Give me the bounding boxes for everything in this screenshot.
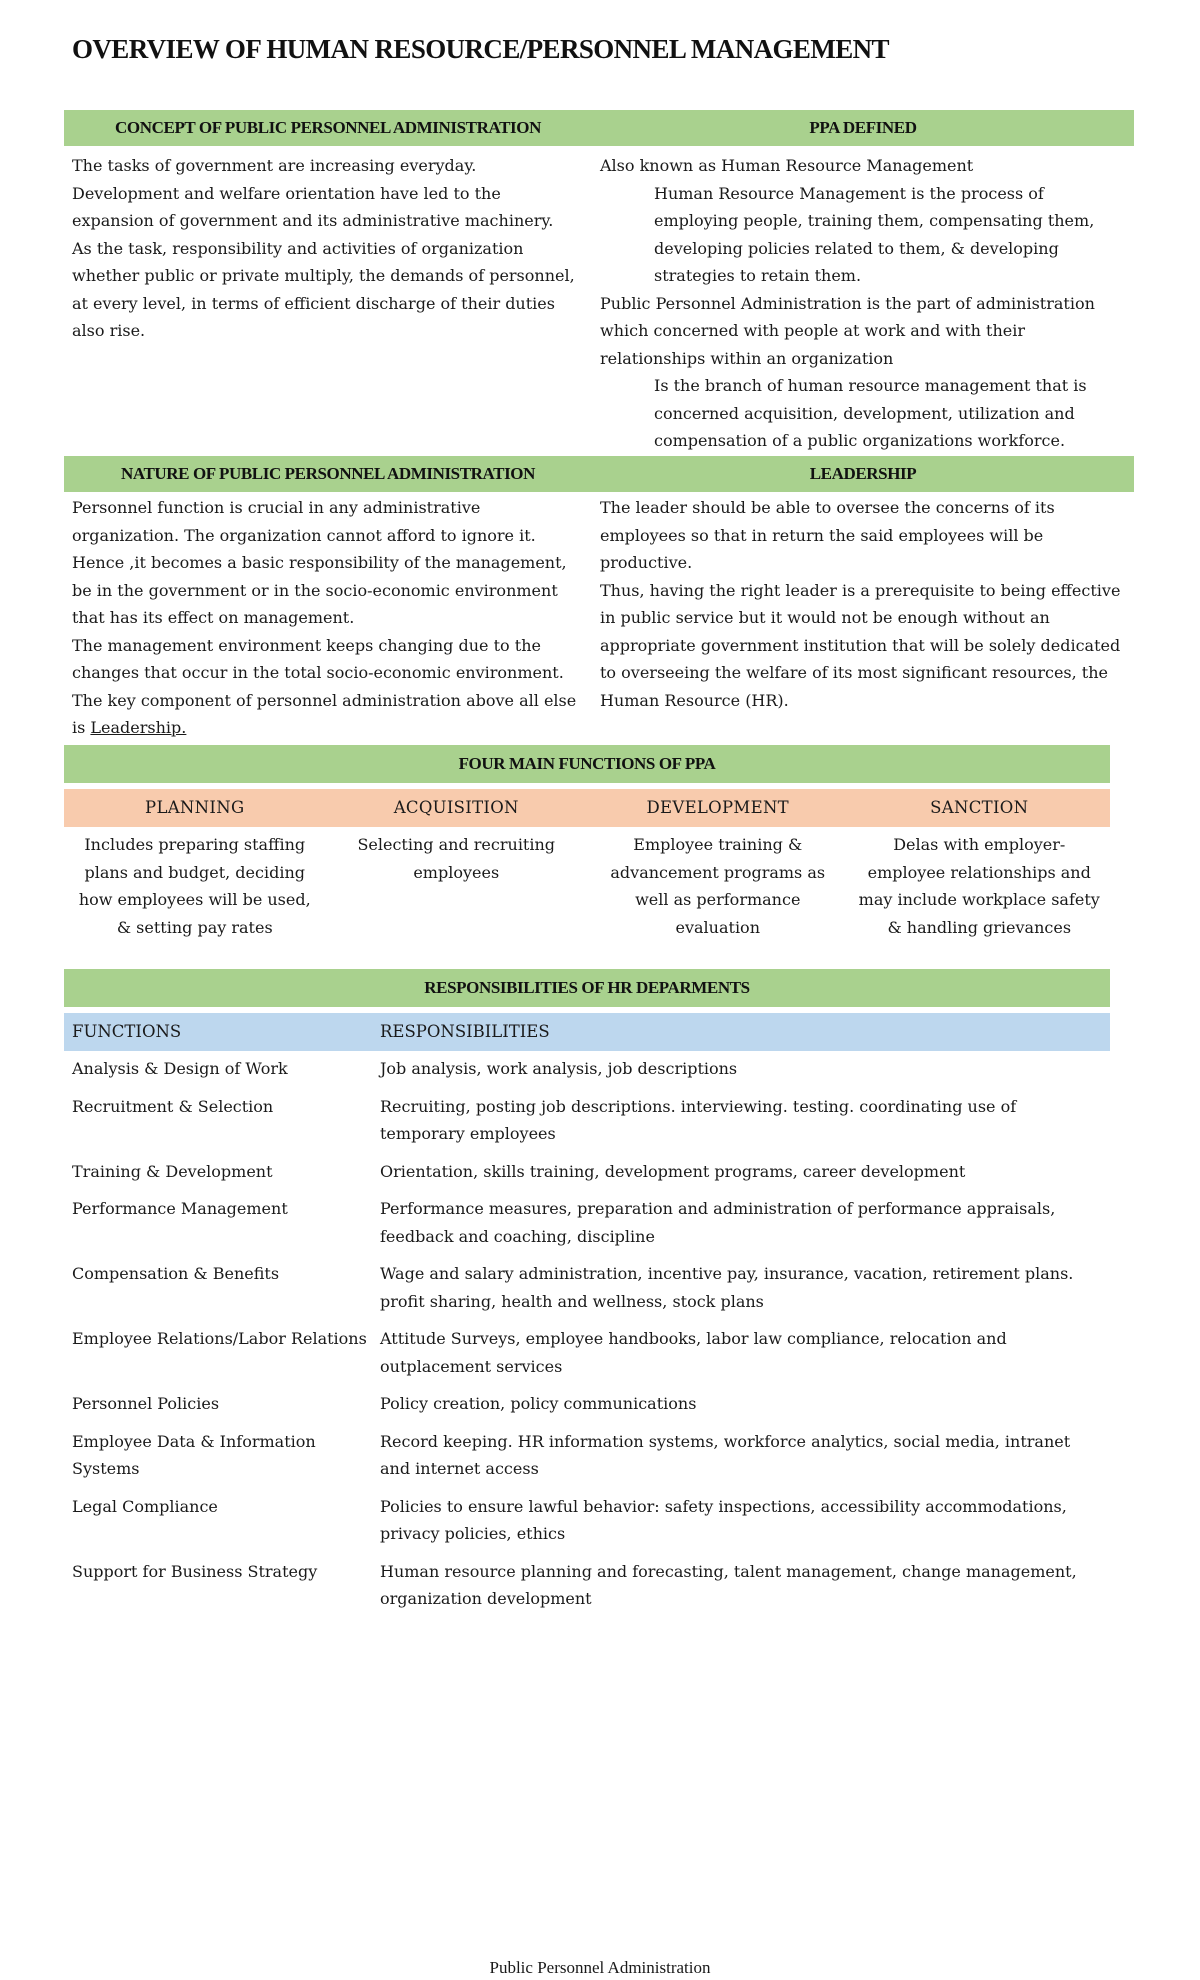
responsibilities-table-body — [64, 1055, 1110, 1613]
function-name-planning: PLANNING — [145, 798, 245, 817]
function-desc-sanction: Delas with employer-employee relationships and may include workplace safety & handling grievances — [858, 835, 1100, 937]
nature-paragraph-3 — [72, 687, 586, 742]
responsibilities-header-row — [64, 1013, 1110, 1051]
table-row — [64, 1195, 1110, 1250]
row-function: Compensation & Benefits — [72, 1264, 280, 1283]
ppa-paragraph-1: Also known as Human Resource Management — [600, 156, 974, 175]
table-row — [64, 1558, 1110, 1613]
function-desc-development: Employee training & advancement programs as well as performance evaluation — [610, 835, 826, 937]
row-function: Performance Management — [72, 1199, 288, 1218]
table-row — [64, 1158, 1110, 1186]
row-responsibility: Performance measures, preparation and administration of performance appraisals, feedback and coaching, discipline — [380, 1199, 1056, 1246]
concept-paragraph-1: The tasks of government are increasing everyday. Development and welfare orientation have led to the expansion of government and its administrative machinery. — [72, 156, 554, 230]
row-responsibility: Human resource planning and forecasting, talent management, change management, organization development — [380, 1561, 1077, 1608]
row-function: Employee Data & Information Systems — [72, 1431, 316, 1478]
row-responsibility: Orientation, skills training, development programs, career development — [380, 1161, 966, 1181]
row-responsibility: Policy creation, policy communications — [380, 1394, 697, 1413]
responsibilities-column-header: RESPONSIBILITIES — [380, 1022, 550, 1041]
concept-ppa-section — [64, 110, 1134, 455]
nature-paragraph-1: Personnel function is crucial in any administrative organization. The organization cannot afford to ignore it. Hence ,it becomes a basic responsibility of the management, be in the government or in the socio-economic environment that has its effect on management. — [72, 498, 567, 627]
function-name-development: DEVELOPMENT — [646, 798, 789, 817]
functions-section — [64, 745, 1110, 941]
leadership-body — [592, 492, 1134, 714]
concept-heading: CONCEPT OF PUBLIC PERSONNEL ADMINISTRATION — [64, 110, 592, 146]
function-name-sanction: SANCTION — [930, 798, 1029, 817]
functions-header-row — [64, 789, 1110, 827]
row-function: Legal Compliance — [72, 1496, 218, 1516]
nature-paragraph-2: The management environment keeps changing due to the changes that occur in the total socio-economic environment. — [72, 635, 564, 682]
row-responsibility: Wage and salary administration, incentive pay, insurance, vacation, retirement plans. profit sharing, health and wellness, stock plans — [380, 1264, 1074, 1311]
nature-body — [64, 492, 592, 742]
ppa-paragraph-3: Public Personnel Administration is the part of administration which concerned with people at work and with their relationships within an organization — [600, 293, 1095, 368]
table-row — [64, 1055, 1110, 1083]
row-function: Training & Development — [72, 1161, 273, 1181]
table-row — [64, 1428, 1110, 1483]
page-footer: Public Personnel Administration — [489, 1958, 711, 1977]
functions-heading: FOUR MAIN FUNCTIONS OF PPA — [64, 745, 1110, 783]
leadership-paragraph-2: Thus, having the right leader is a prerequisite to being effective in public service but it would not be enough without an appropriate government institution that will be solely dedicated to overseeing the welfare of its most significant resources, the Human Resource (HR). — [600, 580, 1121, 710]
table-row — [64, 1093, 1110, 1148]
row-function: Analysis & Design of Work — [72, 1059, 288, 1078]
ppa-defined-heading: PPA DEFINED — [592, 110, 1134, 146]
concept-body — [64, 146, 592, 345]
leadership-heading: LEADERSHIP — [592, 456, 1134, 492]
nature-paragraph-3-text: The key component of personnel administration above all else is — [72, 690, 577, 737]
leadership-link: Leadership. — [90, 718, 187, 737]
functions-column-header: FUNCTIONS — [72, 1022, 182, 1041]
table-row — [64, 1260, 1110, 1315]
row-responsibility: Policies to ensure lawful behavior: safety inspections, accessibility accommodations, privacy policies, ethics — [380, 1496, 1067, 1543]
table-row — [64, 1493, 1110, 1548]
concept-paragraph-2: As the task, responsibility and activities of organization whether public or private multiply, the demands of personnel, at every level, in terms of efficient discharge of their duties also rise. — [72, 238, 575, 340]
nature-leadership-section — [64, 456, 1134, 742]
page-title: OVERVIEW OF HUMAN RESOURCE/PERSONNEL MANAGEMENT — [72, 34, 889, 64]
responsibilities-heading: RESPONSIBILITIES OF HR DEPARMENTS — [64, 969, 1110, 1007]
function-desc-acquisition: Selecting and recruiting employees — [357, 835, 556, 882]
ppa-defined-body — [592, 146, 1134, 455]
row-responsibility: Attitude Surveys, employee handbooks, labor law compliance, relocation and outplacement services — [380, 1329, 1007, 1376]
responsibilities-section — [64, 969, 1110, 1613]
row-function: Employee Relations/Labor Relations — [72, 1329, 367, 1348]
ppa-paragraph-4: Is the branch of human resource management that is concerned acquisition, development, utilization and compensation of a public organizations workforce. — [654, 376, 1087, 450]
row-function: Support for Business Strategy — [72, 1561, 318, 1581]
leadership-paragraph-1: The leader should be able to oversee the concerns of its employees so that in return the said employees will be productive. — [600, 498, 1055, 572]
functions-description-row — [64, 827, 1110, 941]
row-responsibility: Recruiting, posting job descriptions. interviewing. testing. coordinating use of temporary employees — [380, 1096, 1017, 1143]
table-row — [64, 1390, 1110, 1418]
row-responsibility: Record keeping. HR information systems, workforce analytics, social media, intranet and internet access — [380, 1431, 1071, 1478]
row-function: Personnel Policies — [72, 1394, 220, 1413]
row-responsibility: Job analysis, work analysis, job descriptions — [380, 1059, 738, 1078]
ppa-paragraph-2: Human Resource Management is the process of employing people, training them, compensating them, developing policies related to them, & developing strategies to retain them. — [654, 183, 1095, 285]
function-desc-planning: Includes preparing staffing plans and budget, deciding how employees will be used, & setting pay rates — [78, 835, 311, 937]
row-function: Recruitment & Selection — [72, 1096, 274, 1116]
nature-heading: NATURE OF PUBLIC PERSONNEL ADMINISTRATION — [64, 456, 592, 492]
function-name-acquisition: ACQUISITION — [393, 798, 519, 817]
table-row — [64, 1325, 1110, 1380]
